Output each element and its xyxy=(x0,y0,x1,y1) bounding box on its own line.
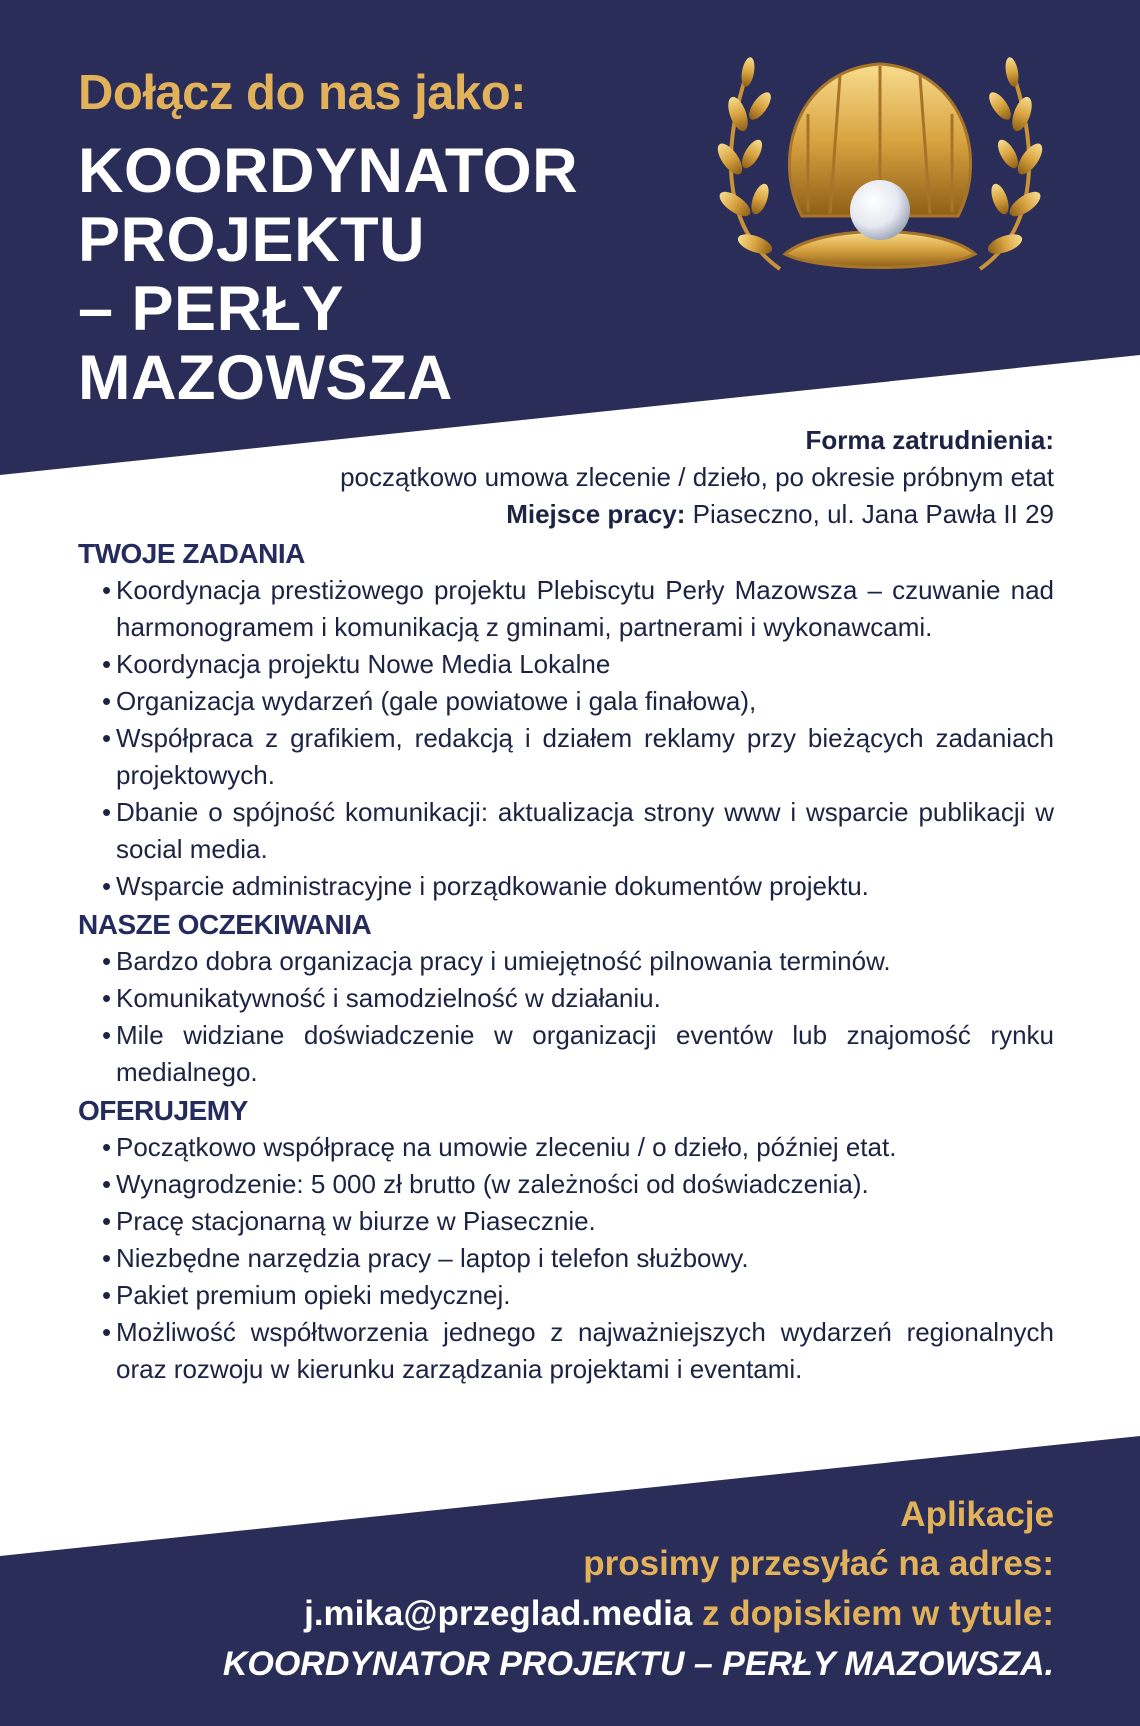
section-title-tasks: TWOJE ZADANIA xyxy=(78,538,305,569)
list-item: • Wynagrodzenie: 5 000 zł brutto (w zależności od doświadczenia). xyxy=(102,1166,1054,1203)
laurel-right-icon xyxy=(980,56,1047,269)
list-item: • Koordynacja prestiżowego projektu Plebiscytu Perły Mazowsza – czuwanie nad harmonogramem i komunikacją z gminami, partnerami i wykonawcami. xyxy=(102,572,1054,646)
section-title-offer: OFERUJEMY xyxy=(78,1095,248,1126)
apply-email-link[interactable]: j.mika@przeglad.media xyxy=(304,1594,693,1633)
employment-form-value: początkowo umowa zlecenie / dzieło, po okresie próbnym etat xyxy=(340,462,1054,492)
job-title xyxy=(78,137,718,413)
section-title-expectations: NASZE OCZEKIWANIA xyxy=(78,909,372,940)
list-item: • Organizacja wydarzeń (gale powiatowe i gala finałowa), xyxy=(102,683,1054,720)
apply-email-suffix: z dopiskiem w tytule: xyxy=(692,1594,1054,1633)
offer-list xyxy=(78,1129,1054,1388)
header xyxy=(78,64,718,413)
laurel-left-icon xyxy=(713,56,780,269)
job-title-line: KOORDYNATOR xyxy=(78,135,579,206)
expectations-list xyxy=(78,943,1054,1091)
job-title-line: PROJEKTU xyxy=(78,204,426,275)
list-item: • Pakiet premium opieki medycznej. xyxy=(102,1277,1054,1314)
list-item: • Współpraca z grafikiem, redakcją i działem reklamy przy bieżących zadaniach projektowych. xyxy=(102,720,1054,794)
work-place-label: Miejsce pracy: xyxy=(506,499,686,529)
list-item: • Początkowo współpracę na umowie zleceniu / o dzieło, później etat. xyxy=(102,1129,1054,1166)
employment-info xyxy=(54,422,1054,533)
list-item: • Bardzo dobra organizacja pracy i umiejętność pilnowania terminów. xyxy=(102,943,1054,980)
employment-form-label: Forma zatrudnienia: xyxy=(805,425,1054,455)
job-content xyxy=(78,536,1054,1390)
list-item: • Pracę stacjonarną w biurze w Piasecznie. xyxy=(102,1203,1054,1240)
list-item: • Komunikatywność i samodzielność w działaniu. xyxy=(102,980,1054,1017)
list-item: • Mile widziane doświadczenie w organizacji eventów lub znajomość rynku medialnego. xyxy=(102,1017,1054,1091)
pearl-icon xyxy=(850,180,910,240)
list-item: • Koordynacja projektu Nowe Media Lokalne xyxy=(102,646,1054,683)
list-item: • Niezbędne narzędzia pracy – laptop i telefon służbowy. xyxy=(102,1240,1054,1277)
job-title-line: – PERŁY MAZOWSZA xyxy=(78,273,453,413)
tasks-list xyxy=(78,572,1054,905)
pearl-shell-laurel-icon xyxy=(690,44,1070,284)
application-footer xyxy=(14,1490,1054,1689)
list-item: • Wsparcie administracyjne i porządkowanie dokumentów projektu. xyxy=(102,868,1054,905)
apply-line-2: prosimy przesyłać na adres: xyxy=(583,1544,1054,1583)
apply-line-1: Aplikacje xyxy=(900,1495,1054,1534)
intro-heading: Dołącz do nas jako: xyxy=(78,66,526,120)
work-place xyxy=(54,496,1054,533)
apply-email-line xyxy=(14,1588,1054,1639)
work-place-value: Piaseczno, ul. Jana Pawła II 29 xyxy=(692,499,1054,529)
apply-subject: KOORDYNATOR PROJEKTU – PERŁY MAZOWSZA. xyxy=(222,1645,1054,1683)
list-item: • Dbanie o spójność komunikacji: aktualizacja strony www i wsparcie publikacji w social media. xyxy=(102,794,1054,868)
list-item: • Możliwość współtworzenia jednego z najważniejszych wydarzeń regionalnych oraz rozwoju w kierunku zarządzania projektami i eventami. xyxy=(102,1314,1054,1388)
